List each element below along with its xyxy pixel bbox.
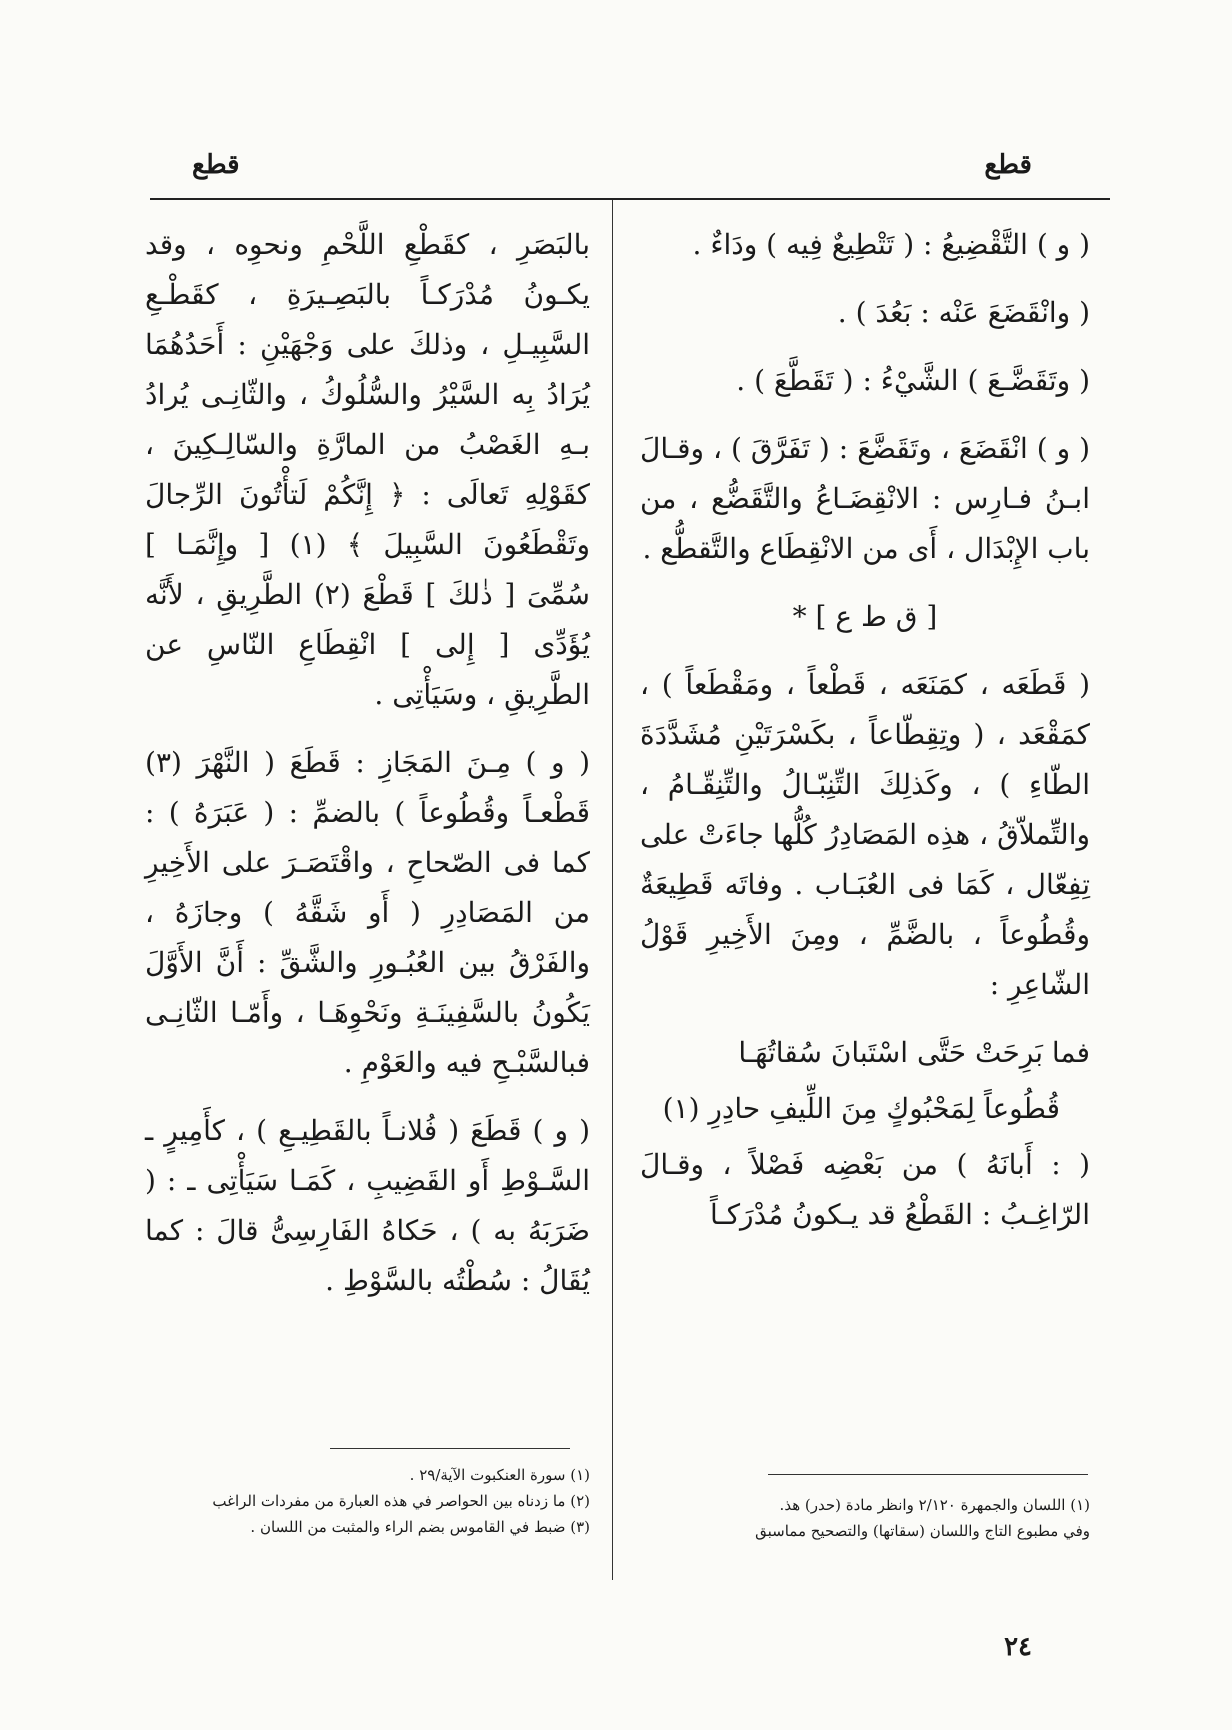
header-rule xyxy=(150,198,1110,200)
paragraph: ( و ) انْقَضَعَ ، وتَقَضَّعَ : ( تَفَرَّقَ ) ، وقـالَ ابـنُ فـارِس : الانْقِضَـاعُ والتَّقَضُّع ، من باب الإِبْدَال ، أَى من الانْقِطَاع والتَّقطُّع . xyxy=(640,432,1090,565)
footnote: (١) اللسان والجمهرة ٢/١٢٠ وانظر مادة (حدر) هذ. xyxy=(779,1496,1090,1514)
right-column xyxy=(640,220,1090,1258)
paragraph: ( و ) مِـنَ المَجَازِ : قَطَعَ ( النَّهْرَ (٣) قَطْعـاً وقُطُوعاً ) بالضمِّ : ( عَبَرَهُ ) : كما فى الصّحاحِ ، واقْتَصَـرَ على الأَخِيرِ من المَصَادِرِ ( أَو شَقَّهُ ) وجازَهُ ، والفَرْقُ بين العُبُـورِ والشَّقِّ : أَنَّ الأَوَّلَ يَكُونُ بالسَّفِينَـةِ ونَحْوِهَـا ، وأَمّـا الثّانِـى فبالسَّبْـحِ فيه والعَوْمِ . xyxy=(145,746,590,1079)
verse-line: فما بَرِحَتْ حَتَّى اسْتَبانَ سُقاتُهَـا xyxy=(738,1036,1090,1069)
footnotes-right xyxy=(640,1492,1090,1544)
paragraph: ( و ) التَّقْضِيعُ : ( تَتْطِيعٌ فِيه ) ودَاءٌ . xyxy=(692,228,1090,261)
paragraph: بالبَصَرِ ، كقَطْعِ اللَّحْمِ ونحوِه ، وقد يكـونُ مُدْرَكـاً بالبَصِـيرَةِ ، كقَطْـعِ السَّبِيـلِ ، وذلكَ على وَجْهَيْنِ : أَحَدُهُمَا يُرَادُ بِه السَّيْرُ والسُّلُوكُ ، والثّانِـى يُرادُ بـهِ الغَصْبُ من المارَّةِ والسّالِـكِينَ ، كقَوْلِهِ تَعالَى : ﴿ إِنَّكُمْ لَتأْتُونَ الرِّجالَ وتَقْطَعُونَ السَّبِيلَ ﴾ (١) [ وإِنَّمَـا ] سُمِّىَ [ ذٰلكَ ] قَطْعَ (٢) الطَّرِيقِ ، لأَنَّه يُؤَدِّى [ إِلى ] انْقِطَاعِ النّاسِ عن الطَّرِيقِ ، وسَيَأْتِى . xyxy=(145,228,590,711)
running-header-left: قطع xyxy=(192,150,240,180)
paragraph: ( وتَقَضَّـعَ ) الشَّيْءُ : ( تَقَطَّعَ ) . xyxy=(736,364,1090,397)
footnote: (٢) ما زدناه بين الحواصر في هذه العبارة من مفردات الراغب xyxy=(212,1492,590,1510)
footnote: (١) سورة العنكبوت الآية/٢٩ . xyxy=(409,1466,590,1484)
paragraph: ( : أَبانَهُ ) من بَعْضِه فَصْلاً ، وقـالَ الرّاغِـبُ : القَطْعُ قد يـكونُ مُدْرَكـاً xyxy=(640,1148,1090,1231)
running-header-right: قطع xyxy=(984,150,1032,180)
left-column xyxy=(145,220,590,1324)
footnote: وفي مطبوع التاج واللسان (سقاتها) والتصحيح مماسبق xyxy=(755,1522,1090,1540)
footnote: (٣) ضبط في القاموس بضم الراء والمثبت من اللسان . xyxy=(250,1518,590,1536)
footnote-rule-right xyxy=(768,1474,1088,1475)
footnote-rule-left xyxy=(330,1448,570,1449)
paragraph: ( وانْقَضَعَ عَنْه : بَعُدَ ) . xyxy=(837,296,1090,329)
paragraph: ( قَطَعَه ، كمَنَعَه ، قَطْعاً ، ومَقْطَعاً ) ، كمَقْعَد ، ( وتِقِطّاعاً ، بكَسْرَتَيْنِ مُشَدَّدَةَ الطّاءِ ) ، وكَذلِكَ التِّنِبّـالُ والتِّنِقّـامُ ، والتِّملاّقُ ، هذِه المَصَادِرُ كُلُّها جاءَتْ على تِفِعّال ، كَمَا فى العُبَـاب . وفاتَه قَطِيعَةٌ وقُطُوعاً ، بالضَّمِّ ، ومِنَ الأَخِيرِ قَوْلُ الشّاعِرِ : xyxy=(640,668,1090,1001)
entry-heading: [ ق ط ع ] * xyxy=(792,600,938,633)
column-divider xyxy=(612,200,613,1580)
paragraph: ( و ) قَطَعَ ( فُلانـاً بالقَطِيـعِ ) ، كأَمِيرٍ ـ السَّـوْطِ أَو القَضِيبِ ، كَمَـا سَيَأْتِى ـ : ( ضَرَبَهُ به ) ، حَكاهُ الفَارِسِىُّ قالَ : كما يُقَالُ : سُطْتُه بالسَّوْطِ . xyxy=(145,1114,590,1297)
page-number: ٢٤ xyxy=(1004,1632,1032,1662)
verse-line: قُطُوعاً لِمَحْبُوكٍ مِنَ اللِّيفِ حادِرِ (١) xyxy=(662,1092,1060,1125)
footnotes-left xyxy=(145,1462,590,1540)
